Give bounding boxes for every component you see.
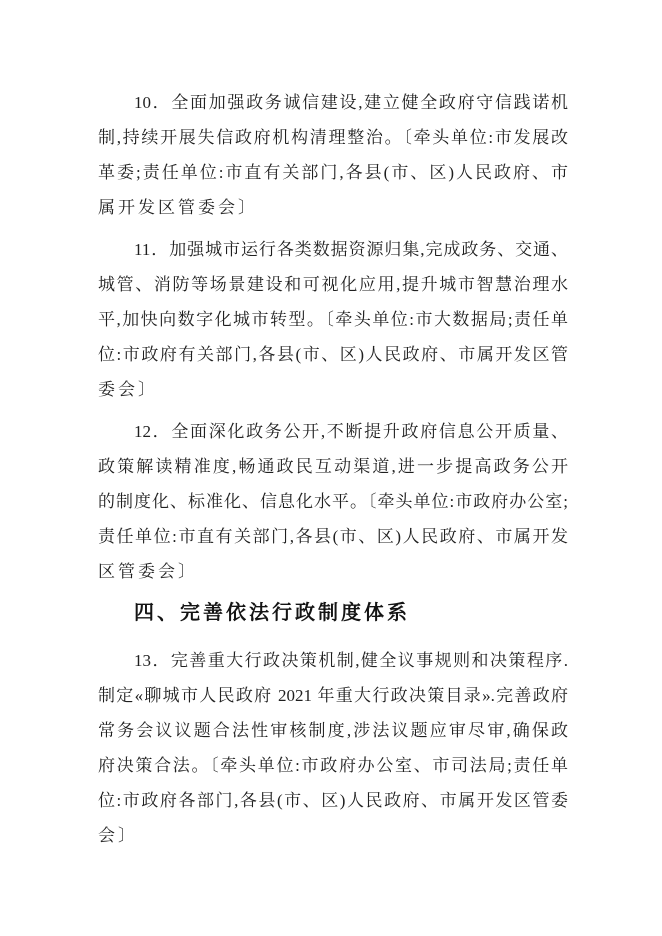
text-line: 10．全面加强政务诚信建设,建立健全政府守信践诺机	[134, 93, 568, 112]
text-line: 位:市政府有关部门,各县(市、区)人民政府、市属开发区管	[98, 345, 568, 364]
text-line: 12．全面深化政务公开,不断提升政府信息公开质量、	[134, 422, 568, 441]
text-line: 位:市政府各部门,各县(市、区)人民政府、市属开发区管委	[98, 791, 568, 810]
text-line: 11．加强城市运行各类数据资源归集,完成政务、交通、	[134, 240, 568, 259]
text-line: 革委;责任单位:市直有关部门,各县(市、区)人民政府、市	[98, 163, 568, 182]
text-line: 13．完善重大行政决策机制,健全议事规则和决策程序.	[134, 651, 568, 670]
text-line: 府决策合法。〔牵头单位:市政府办公室、市司法局;责任单	[98, 756, 568, 775]
text-line: 委会〕	[98, 380, 158, 399]
paragraph-item-10	[98, 85, 568, 225]
section-heading: 四、完善依法行政制度体系	[134, 602, 410, 624]
text-line: 常务会议议题合法性审核制度,涉法议题应审尽审,确保政	[98, 721, 568, 740]
text-line: 属开发区管委会〕	[98, 198, 258, 217]
text-line: 的制度化、标准化、信息化水平。〔牵头单位:市政府办公室;	[98, 492, 568, 511]
paragraph-item-13	[98, 643, 568, 853]
text-line: 平,加快向数字化城市转型。〔牵头单位:市大数据局;责任单	[98, 310, 568, 329]
text-line: 制,持续开展失信政府机构清理整治。〔牵头单位:市发展改	[98, 128, 568, 147]
text-line: 责任单位:市直有关部门,各县(市、区)人民政府、市属开发	[98, 527, 568, 546]
text-line: 制定«聊城市人民政府 2021 年重大行政决策目录».完善政府	[98, 686, 568, 705]
text-line: 区管委会〕	[98, 562, 198, 581]
paragraph-item-12	[98, 414, 568, 589]
text-line: 城管、消防等场景建设和可视化应用,提升城市智慧治理水	[98, 275, 568, 294]
text-line: 政策解读精准度,畅通政民互动渠道,进一步提高政务公开	[98, 457, 568, 476]
text-line: 会〕	[98, 826, 138, 845]
paragraph-item-11	[98, 232, 568, 407]
